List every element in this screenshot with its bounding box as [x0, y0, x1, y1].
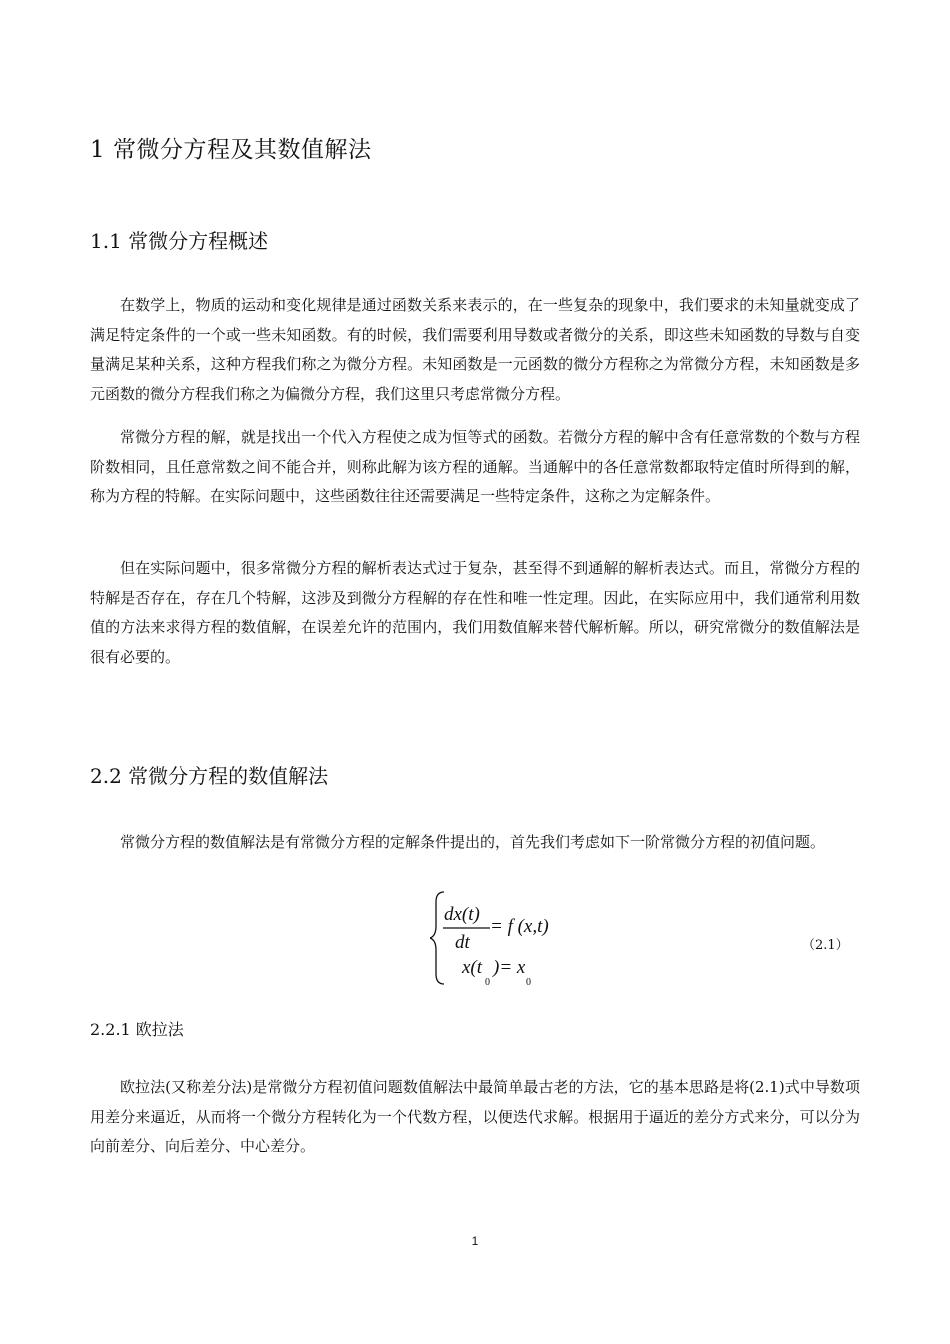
- section-heading-1-1: 1.1 常微分方程概述: [90, 229, 269, 253]
- fraction-numerator: dx(t): [444, 904, 480, 925]
- equation-2-1: [430, 890, 580, 986]
- equation-rhs: = f (x,t): [490, 916, 549, 937]
- paragraph-5: 欧拉法(又称差分法)是常微分方程初值问题数值解法中最简单最古老的方法，它的基本思路是将(2.1)式中导数项用差分来逼近，从而将一个微分方程转化为一个代数方程，以便迭代求解。根据用于逼近的差分方式来分，可以分为向前差分、向后差分、中心差分。: [90, 1078, 860, 1155]
- paragraph-1: 在数学上，物质的运动和变化规律是通过函数关系来表示的，在一些复杂的现象中，我们要求的未知量就变成了满足特定条件的一个或一些未知函数。有的时候，我们需要利用导数或者微分的关系，即这些未知函数的导数与自变量满足某种关系，这种方程我们称之为微分方程。未知函数是一元函数的微分方程称之为常微分方程，未知函数是多元函数的微分方程我们称之为偏微分方程，我们这里只考虑常微分方程。: [90, 296, 860, 403]
- initial-value-subscript: 0: [526, 977, 531, 986]
- section-heading-2-2: 2.2 常微分方程的数值解法: [90, 764, 329, 788]
- chapter-heading: 1 常微分方程及其数值解法: [90, 137, 372, 163]
- left-brace: [430, 892, 444, 984]
- paragraph-3: 但在实际问题中，很多常微分方程的解析表达式过于复杂，甚至得不到通解的解析表达式。而且，常微分方程的特解是否存在，存在几个特解，这涉及到微分方程解的存在性和唯一性定理。因此，在实际应用中，我们通常利用数值的方法来求得方程的数值解，在误差允许的范围内，我们用数值解来替代解析解。所以，研究常微分的数值解法是很有必要的。: [90, 559, 860, 666]
- initial-condition-lhs: x(t: [462, 957, 483, 978]
- equation-number: （2.1）: [802, 938, 849, 953]
- initial-condition-rhs: )= x: [493, 957, 526, 978]
- paragraph-2: 常微分方程的解，就是找出一个代入方程使之成为恒等式的函数。若微分方程的解中含有任意常数的个数与方程阶数相同，且任意常数之间不能合并，则称此解为该方程的通解。当通解中的各任意常数都取特定值时所得到的解，称为方程的特解。在实际问题中，这些函数往往还需要满足一些特定条件，这称之为定解条件。: [90, 428, 860, 505]
- fraction-denominator: dt: [455, 932, 470, 953]
- paragraph-4: 常微分方程的数值解法是有常微分方程的定解条件提出的，首先我们考虑如下一阶常微分方程的初值问题。: [120, 833, 826, 851]
- initial-condition-subscript: 0: [485, 977, 490, 986]
- section-heading-2-2-1: 2.2.1 欧拉法: [90, 1020, 184, 1039]
- page-number: 1: [471, 1234, 479, 1248]
